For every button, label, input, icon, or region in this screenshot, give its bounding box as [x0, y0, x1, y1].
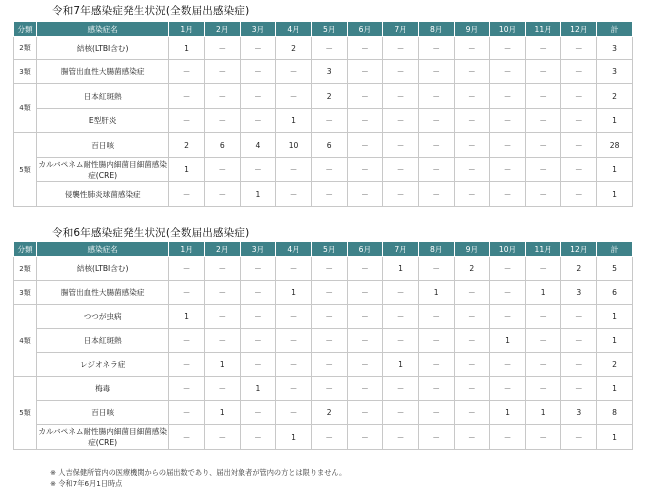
month-count-cell: －: [418, 425, 454, 450]
header-category: 分類: [14, 22, 37, 37]
header-month-6: 6月: [347, 22, 383, 37]
month-count-cell: －: [418, 401, 454, 425]
total-cell: 3: [597, 60, 633, 84]
header-row: [14, 22, 633, 37]
month-count-cell: 2: [169, 133, 205, 158]
month-count-cell: －: [169, 281, 205, 305]
header-month-9: 9月: [454, 242, 490, 257]
month-count-cell: －: [418, 109, 454, 133]
month-count-cell: 6: [204, 133, 240, 158]
month-count-cell: －: [311, 305, 347, 329]
total-cell: 28: [597, 133, 633, 158]
month-count-cell: －: [490, 109, 526, 133]
header-month-12: 12月: [561, 22, 597, 37]
disease-name-cell: 百日咳: [37, 401, 169, 425]
total-cell: 1: [597, 425, 633, 450]
month-count-cell: －: [276, 158, 312, 182]
month-count-cell: －: [418, 257, 454, 281]
month-count-cell: －: [454, 353, 490, 377]
month-count-cell: －: [276, 305, 312, 329]
total-cell: 1: [597, 109, 633, 133]
month-count-cell: －: [383, 281, 419, 305]
month-count-cell: －: [490, 37, 526, 60]
disease-name-cell: 結核(LTBI含む): [37, 257, 169, 281]
month-count-cell: －: [240, 425, 276, 450]
month-count-cell: －: [454, 401, 490, 425]
month-count-cell: 1: [525, 401, 561, 425]
month-count-cell: －: [311, 182, 347, 207]
month-count-cell: －: [347, 257, 383, 281]
total-cell: 1: [597, 377, 633, 401]
header-month-3: 3月: [240, 22, 276, 37]
footnote-source: ※ 人吉保健所管内の医療機関からの届出数であり、届出対象者が管内の方とは限りません。: [50, 468, 347, 477]
month-count-cell: －: [347, 37, 383, 60]
month-count-cell: －: [525, 109, 561, 133]
total-cell: 1: [597, 329, 633, 353]
header-month-1: 1月: [169, 22, 205, 37]
header-month-7: 7月: [383, 242, 419, 257]
month-count-cell: －: [383, 377, 419, 401]
month-count-cell: －: [454, 329, 490, 353]
table-row: [14, 84, 633, 109]
header-month-11: 11月: [525, 242, 561, 257]
month-count-cell: －: [311, 109, 347, 133]
month-count-cell: －: [525, 329, 561, 353]
month-count-cell: 1: [204, 353, 240, 377]
month-count-cell: －: [347, 425, 383, 450]
month-count-cell: －: [347, 158, 383, 182]
disease-name-cell: 梅毒: [37, 377, 169, 401]
category-cell: 3類: [14, 281, 37, 305]
month-count-cell: 1: [490, 329, 526, 353]
month-count-cell: －: [311, 37, 347, 60]
month-count-cell: －: [204, 158, 240, 182]
month-count-cell: －: [418, 182, 454, 207]
month-count-cell: －: [169, 257, 205, 281]
month-count-cell: 2: [311, 401, 347, 425]
month-count-cell: 10: [276, 133, 312, 158]
month-count-cell: －: [347, 281, 383, 305]
month-count-cell: －: [276, 257, 312, 281]
month-count-cell: －: [561, 377, 597, 401]
header-month-11: 11月: [525, 22, 561, 37]
month-count-cell: －: [240, 60, 276, 84]
month-count-cell: －: [169, 377, 205, 401]
disease-name-cell: つつが虫病: [37, 305, 169, 329]
month-count-cell: －: [311, 257, 347, 281]
month-count-cell: －: [169, 329, 205, 353]
month-count-cell: －: [383, 182, 419, 207]
category-cell: 4類: [14, 305, 37, 377]
month-count-cell: －: [347, 109, 383, 133]
month-count-cell: －: [204, 377, 240, 401]
month-count-cell: －: [490, 133, 526, 158]
total-cell: 2: [597, 353, 633, 377]
month-count-cell: －: [454, 377, 490, 401]
disease-name-cell: 腸管出血性大腸菌感染症: [37, 60, 169, 84]
month-count-cell: －: [204, 329, 240, 353]
month-count-cell: －: [276, 182, 312, 207]
month-count-cell: －: [454, 60, 490, 84]
month-count-cell: －: [418, 158, 454, 182]
month-count-cell: －: [490, 305, 526, 329]
table-row: [14, 281, 633, 305]
month-count-cell: －: [204, 281, 240, 305]
month-count-cell: －: [490, 353, 526, 377]
month-count-cell: －: [311, 377, 347, 401]
r6-stats-table: [13, 241, 633, 450]
month-count-cell: －: [525, 257, 561, 281]
header-month-5: 5月: [311, 242, 347, 257]
month-count-cell: －: [383, 305, 419, 329]
month-count-cell: －: [169, 425, 205, 450]
month-count-cell: －: [561, 158, 597, 182]
month-count-cell: －: [311, 425, 347, 450]
table-row: [14, 158, 633, 182]
r7-stats-table: [13, 21, 633, 207]
month-count-cell: －: [204, 37, 240, 60]
month-count-cell: －: [418, 37, 454, 60]
month-count-cell: －: [525, 37, 561, 60]
month-count-cell: －: [561, 329, 597, 353]
month-count-cell: －: [240, 158, 276, 182]
month-count-cell: －: [454, 158, 490, 182]
table-row: [14, 182, 633, 207]
table-row: [14, 401, 633, 425]
disease-name-cell: 日本紅斑熱: [37, 84, 169, 109]
total-cell: 6: [597, 281, 633, 305]
header-month-2: 2月: [204, 242, 240, 257]
header-disease-name: 感染症名: [37, 22, 169, 37]
table-row: [14, 257, 633, 281]
month-count-cell: 1: [276, 281, 312, 305]
month-count-cell: －: [240, 37, 276, 60]
month-count-cell: －: [276, 329, 312, 353]
month-count-cell: －: [347, 353, 383, 377]
month-count-cell: 3: [561, 401, 597, 425]
month-count-cell: 1: [276, 425, 312, 450]
table-row: [14, 305, 633, 329]
month-count-cell: －: [204, 257, 240, 281]
header-month-2: 2月: [204, 22, 240, 37]
month-count-cell: －: [525, 305, 561, 329]
category-cell: 4類: [14, 84, 37, 133]
month-count-cell: －: [490, 60, 526, 84]
header-month-1: 1月: [169, 242, 205, 257]
month-count-cell: －: [276, 401, 312, 425]
month-count-cell: －: [169, 182, 205, 207]
month-count-cell: －: [347, 377, 383, 401]
table-row: [14, 377, 633, 401]
month-count-cell: －: [525, 158, 561, 182]
month-count-cell: －: [276, 84, 312, 109]
month-count-cell: －: [276, 60, 312, 84]
month-count-cell: －: [490, 84, 526, 109]
total-cell: 1: [597, 158, 633, 182]
month-count-cell: －: [418, 60, 454, 84]
header-month-5: 5月: [311, 22, 347, 37]
disease-name-cell: 百日咳: [37, 133, 169, 158]
month-count-cell: 2: [311, 84, 347, 109]
month-count-cell: －: [311, 158, 347, 182]
month-count-cell: －: [561, 182, 597, 207]
footnotes: [50, 467, 346, 489]
month-count-cell: －: [383, 133, 419, 158]
month-count-cell: －: [561, 109, 597, 133]
month-count-cell: －: [347, 84, 383, 109]
disease-name-cell: カルバペネム耐性腸内細菌目細菌感染症(CRE): [38, 159, 167, 180]
header-month-4: 4月: [276, 22, 312, 37]
month-count-cell: －: [240, 329, 276, 353]
table-row: [14, 37, 633, 60]
month-count-cell: －: [311, 281, 347, 305]
month-count-cell: －: [169, 60, 205, 84]
month-count-cell: －: [454, 109, 490, 133]
header-month-10: 10月: [490, 22, 526, 37]
month-count-cell: －: [490, 182, 526, 207]
month-count-cell: －: [240, 257, 276, 281]
month-count-cell: －: [169, 401, 205, 425]
month-count-cell: －: [240, 109, 276, 133]
disease-name-cell: E型肝炎: [37, 109, 169, 133]
month-count-cell: －: [561, 305, 597, 329]
table-row: [14, 109, 633, 133]
header-month-9: 9月: [454, 22, 490, 37]
month-count-cell: －: [204, 182, 240, 207]
header-month-10: 10月: [490, 242, 526, 257]
month-count-cell: －: [418, 133, 454, 158]
month-count-cell: －: [240, 84, 276, 109]
month-count-cell: －: [561, 84, 597, 109]
total-cell: 3: [597, 37, 633, 60]
month-count-cell: －: [383, 109, 419, 133]
header-row: [14, 242, 633, 257]
month-count-cell: －: [418, 329, 454, 353]
table-row: [14, 133, 633, 158]
disease-name-cell: 侵襲性肺炎球菌感染症: [37, 182, 169, 207]
month-count-cell: －: [383, 84, 419, 109]
month-count-cell: －: [204, 109, 240, 133]
month-count-cell: －: [204, 84, 240, 109]
month-count-cell: －: [311, 353, 347, 377]
month-count-cell: －: [240, 305, 276, 329]
month-count-cell: 1: [169, 305, 205, 329]
month-count-cell: －: [418, 305, 454, 329]
month-count-cell: －: [383, 401, 419, 425]
month-count-cell: －: [490, 377, 526, 401]
month-count-cell: －: [525, 425, 561, 450]
month-count-cell: －: [383, 60, 419, 84]
disease-name-cell: 腸管出血性大腸菌感染症: [37, 281, 169, 305]
disease-name-cell: 日本紅斑熱: [37, 329, 169, 353]
month-count-cell: －: [561, 60, 597, 84]
month-count-cell: 1: [383, 353, 419, 377]
month-count-cell: －: [454, 305, 490, 329]
month-count-cell: －: [383, 158, 419, 182]
month-count-cell: －: [490, 257, 526, 281]
month-count-cell: 2: [561, 257, 597, 281]
total-cell: 8: [597, 401, 633, 425]
category-cell: 3類: [14, 60, 37, 84]
month-count-cell: －: [418, 353, 454, 377]
month-count-cell: 1: [240, 182, 276, 207]
month-count-cell: －: [454, 425, 490, 450]
category-cell: 2類: [14, 37, 37, 60]
month-count-cell: －: [383, 425, 419, 450]
month-count-cell: －: [454, 37, 490, 60]
table-row: [14, 425, 633, 450]
month-count-cell: －: [347, 329, 383, 353]
total-cell: 2: [597, 84, 633, 109]
month-count-cell: －: [561, 425, 597, 450]
disease-name-cell: カルバペネム耐性腸内細菌目細菌感染症(CRE): [37, 425, 169, 450]
r7-section-title: 令和7年感染症発生状況(全数届出感染症): [52, 5, 250, 17]
month-count-cell: 1: [276, 109, 312, 133]
month-count-cell: －: [454, 133, 490, 158]
month-count-cell: －: [169, 109, 205, 133]
month-count-cell: －: [490, 158, 526, 182]
month-count-cell: －: [169, 353, 205, 377]
month-count-cell: 2: [454, 257, 490, 281]
month-count-cell: 1: [490, 401, 526, 425]
table-row: [14, 60, 633, 84]
header-total: 計: [597, 22, 633, 37]
month-count-cell: －: [383, 37, 419, 60]
month-count-cell: －: [347, 133, 383, 158]
month-count-cell: 2: [276, 37, 312, 60]
month-count-cell: －: [525, 84, 561, 109]
month-count-cell: 1: [204, 401, 240, 425]
month-count-cell: －: [347, 182, 383, 207]
disease-name-cell: 結核(LTBI含む): [37, 37, 169, 60]
month-count-cell: 6: [311, 133, 347, 158]
header-month-7: 7月: [383, 22, 419, 37]
month-count-cell: －: [490, 425, 526, 450]
month-count-cell: －: [347, 305, 383, 329]
header-disease-name: 感染症名: [37, 242, 169, 257]
month-count-cell: －: [525, 133, 561, 158]
total-cell: 1: [597, 305, 633, 329]
month-count-cell: －: [490, 281, 526, 305]
month-count-cell: －: [276, 353, 312, 377]
header-month-3: 3月: [240, 242, 276, 257]
month-count-cell: 1: [418, 281, 454, 305]
month-count-cell: 3: [311, 60, 347, 84]
month-count-cell: －: [240, 401, 276, 425]
month-count-cell: 1: [169, 158, 205, 182]
header-category: 分類: [14, 242, 37, 257]
category-cell: 2類: [14, 257, 37, 281]
month-count-cell: －: [204, 425, 240, 450]
month-count-cell: －: [276, 377, 312, 401]
category-cell: 5類: [14, 377, 37, 450]
month-count-cell: －: [561, 353, 597, 377]
month-count-cell: 4: [240, 133, 276, 158]
month-count-cell: －: [525, 377, 561, 401]
month-count-cell: －: [383, 329, 419, 353]
header-month-12: 12月: [561, 242, 597, 257]
month-count-cell: －: [311, 329, 347, 353]
r6-section-title: 令和6年感染症発生状況(全数届出感染症): [52, 227, 250, 239]
category-cell: 5類: [14, 133, 37, 207]
header-total: 計: [597, 242, 633, 257]
header-month-8: 8月: [418, 22, 454, 37]
month-count-cell: 3: [561, 281, 597, 305]
month-count-cell: －: [418, 377, 454, 401]
footnote-date: ※ 令和7年6月1日時点: [50, 479, 123, 488]
month-count-cell: －: [454, 182, 490, 207]
header-month-4: 4月: [276, 242, 312, 257]
disease-name-cell: レジオネラ症: [37, 353, 169, 377]
month-count-cell: －: [561, 37, 597, 60]
month-count-cell: －: [240, 353, 276, 377]
month-count-cell: －: [347, 401, 383, 425]
month-count-cell: －: [454, 84, 490, 109]
month-count-cell: －: [169, 84, 205, 109]
month-count-cell: 1: [525, 281, 561, 305]
month-count-cell: －: [454, 281, 490, 305]
table-row: [14, 329, 633, 353]
month-count-cell: 1: [169, 37, 205, 60]
month-count-cell: －: [561, 133, 597, 158]
month-count-cell: －: [240, 281, 276, 305]
header-month-6: 6月: [347, 242, 383, 257]
month-count-cell: －: [525, 60, 561, 84]
total-cell: 5: [597, 257, 633, 281]
total-cell: 1: [597, 182, 633, 207]
month-count-cell: －: [204, 60, 240, 84]
month-count-cell: 1: [240, 377, 276, 401]
month-count-cell: －: [204, 305, 240, 329]
header-month-8: 8月: [418, 242, 454, 257]
month-count-cell: 1: [383, 257, 419, 281]
month-count-cell: －: [525, 182, 561, 207]
month-count-cell: －: [418, 84, 454, 109]
month-count-cell: －: [347, 60, 383, 84]
table-row: [14, 353, 633, 377]
month-count-cell: －: [525, 353, 561, 377]
